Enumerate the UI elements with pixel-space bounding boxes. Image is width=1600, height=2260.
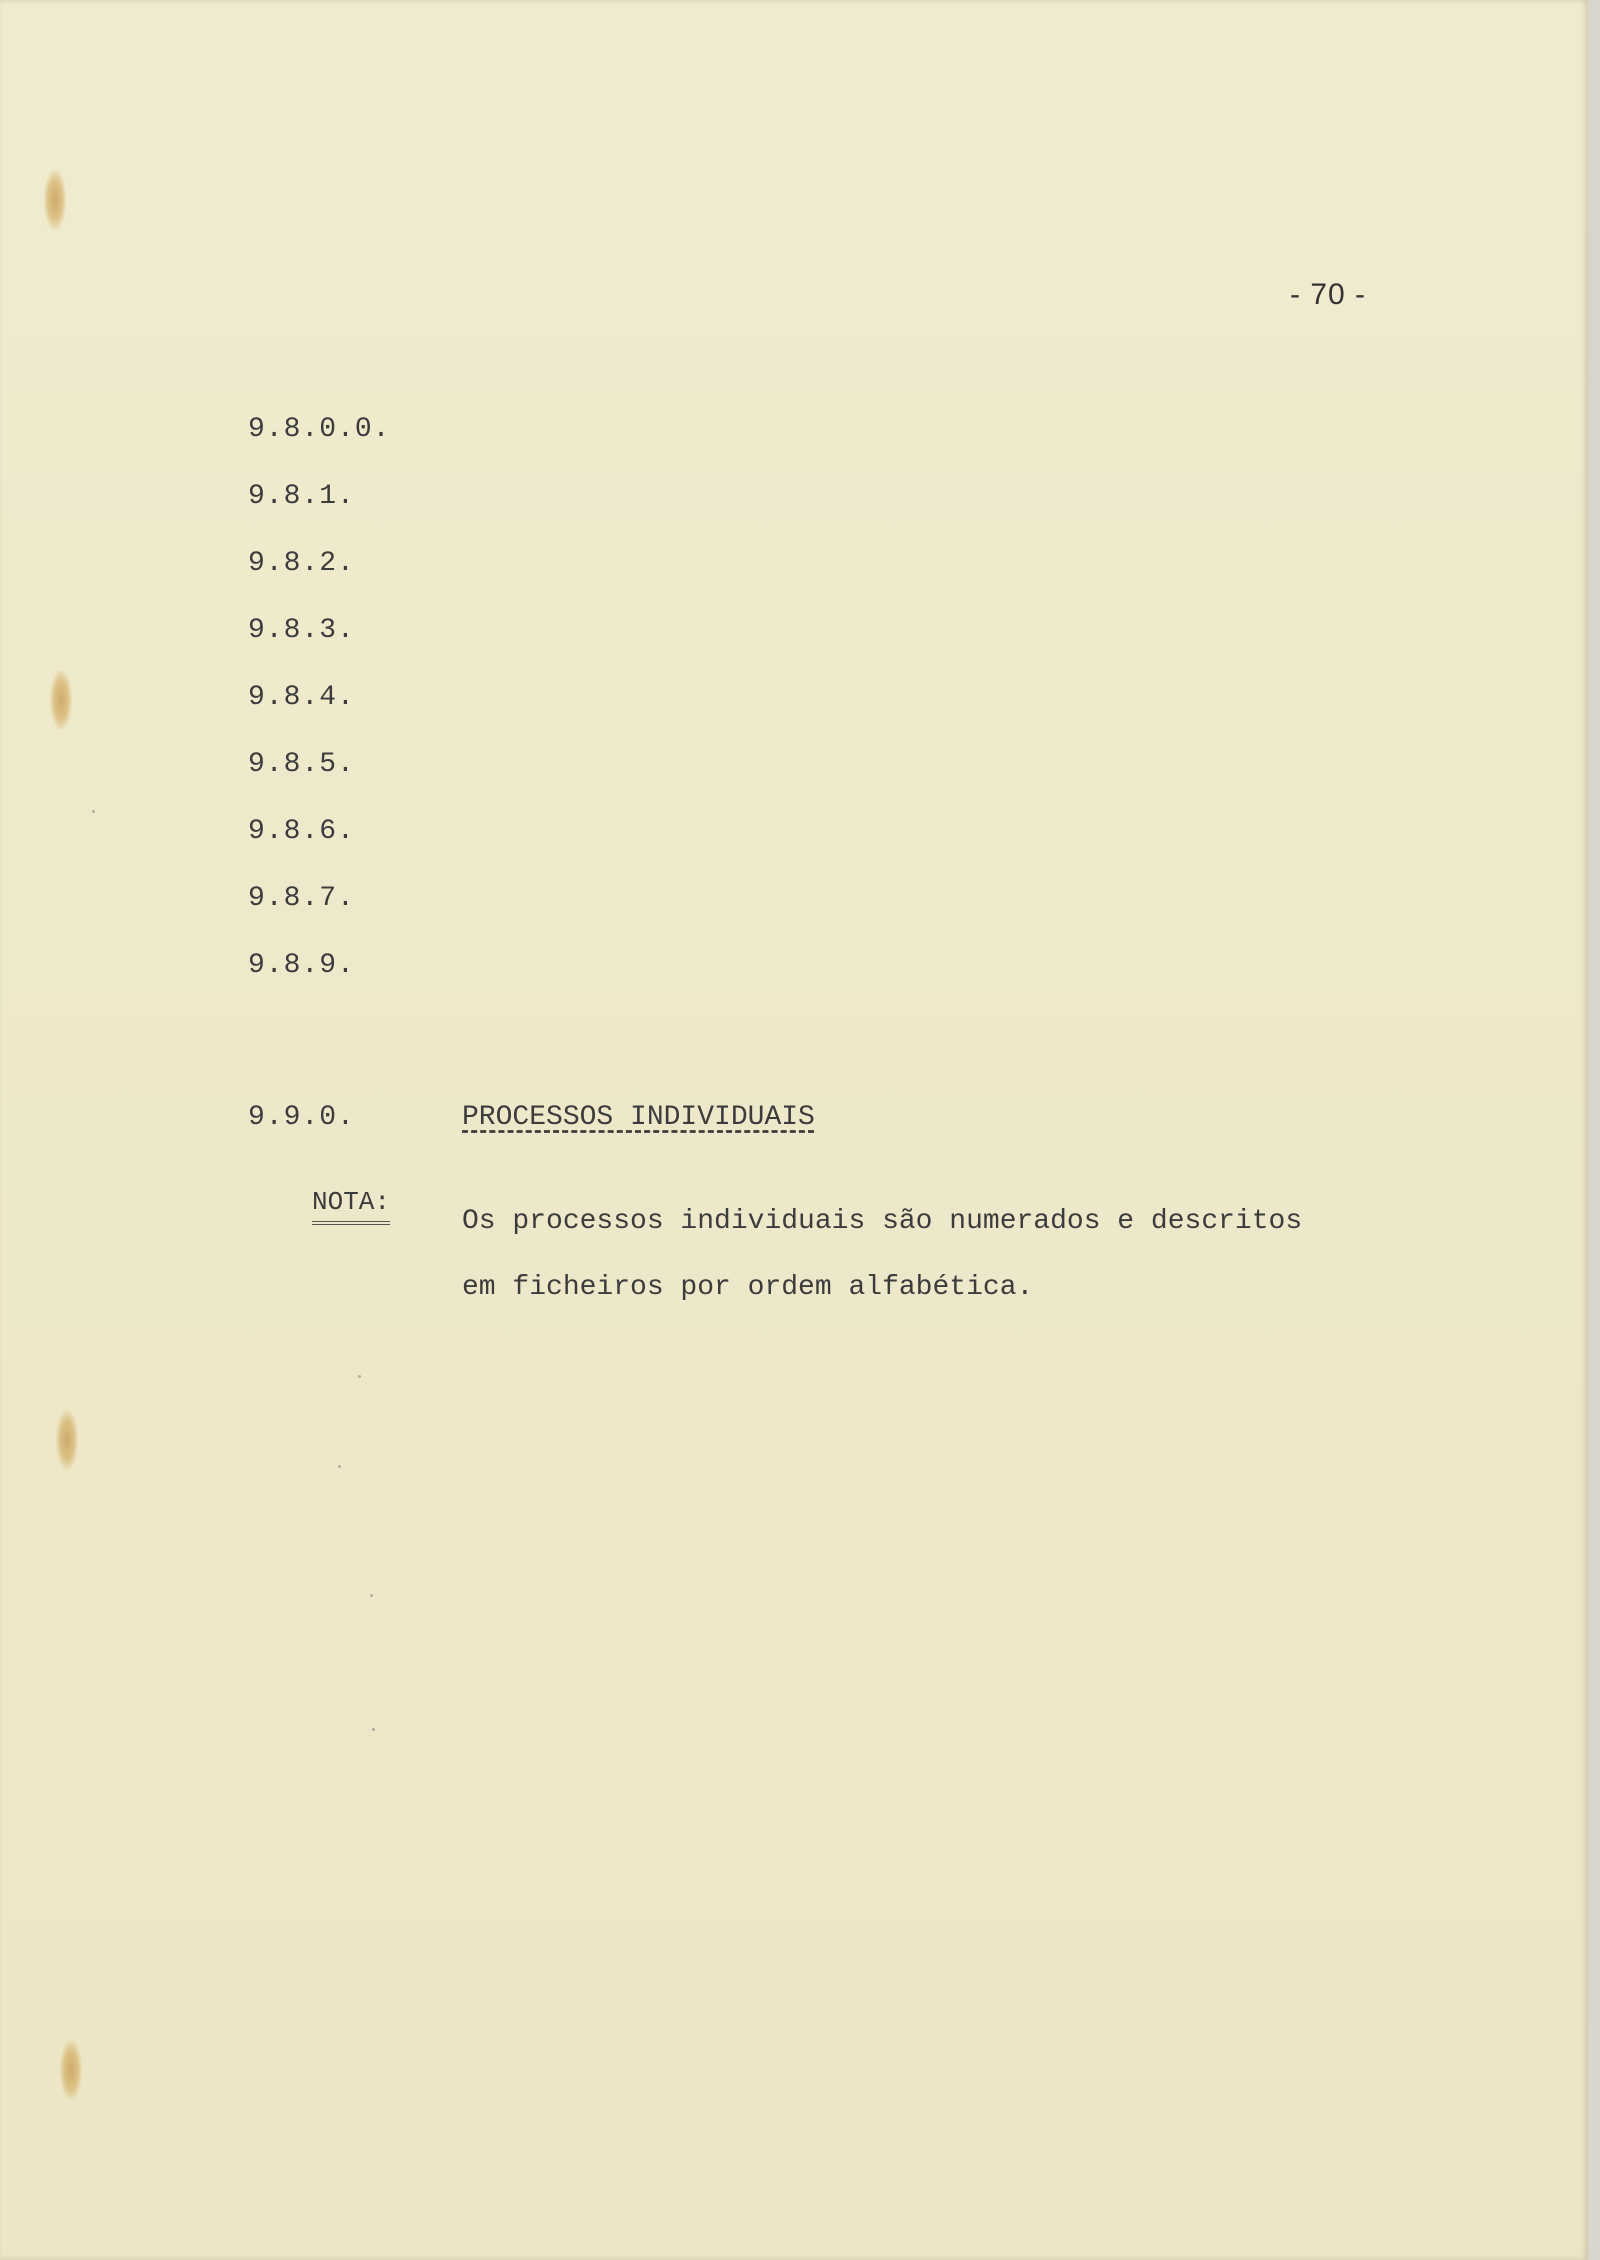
paper-speck [358,1375,361,1378]
section-code: 9.8.0.0. [248,414,391,445]
page-number: - 70 - [1290,278,1367,311]
binding-hole-mark [56,1410,78,1470]
note-text-line-2: em ficheiros por ordem alfabética. [462,1272,1034,1303]
paper-speck [370,1594,373,1597]
section-code: 9.8.9. [248,950,355,981]
paper-speck [338,1465,341,1468]
note-label: NOTA: [312,1188,390,1225]
section-code-9-9-0: 9.9.0. [248,1102,355,1133]
section-code: 9.8.4. [248,682,355,713]
section-code: 9.8.2. [248,548,355,579]
section-code: 9.8.6. [248,816,355,847]
binding-hole-mark [60,2040,82,2100]
note-text-line-1: Os processos individuais são numerados e descritos [462,1206,1303,1237]
section-code: 9.8.5. [248,749,355,780]
paper-speck [92,810,95,813]
section-heading: PROCESSOS INDIVIDUAIS [462,1102,815,1133]
binding-hole-mark [44,170,66,230]
section-code: 9.8.1. [248,481,355,512]
section-code: 9.8.7. [248,883,355,914]
binding-hole-mark [50,670,72,730]
paper-speck [372,1728,375,1731]
section-code: 9.8.3. [248,615,355,646]
